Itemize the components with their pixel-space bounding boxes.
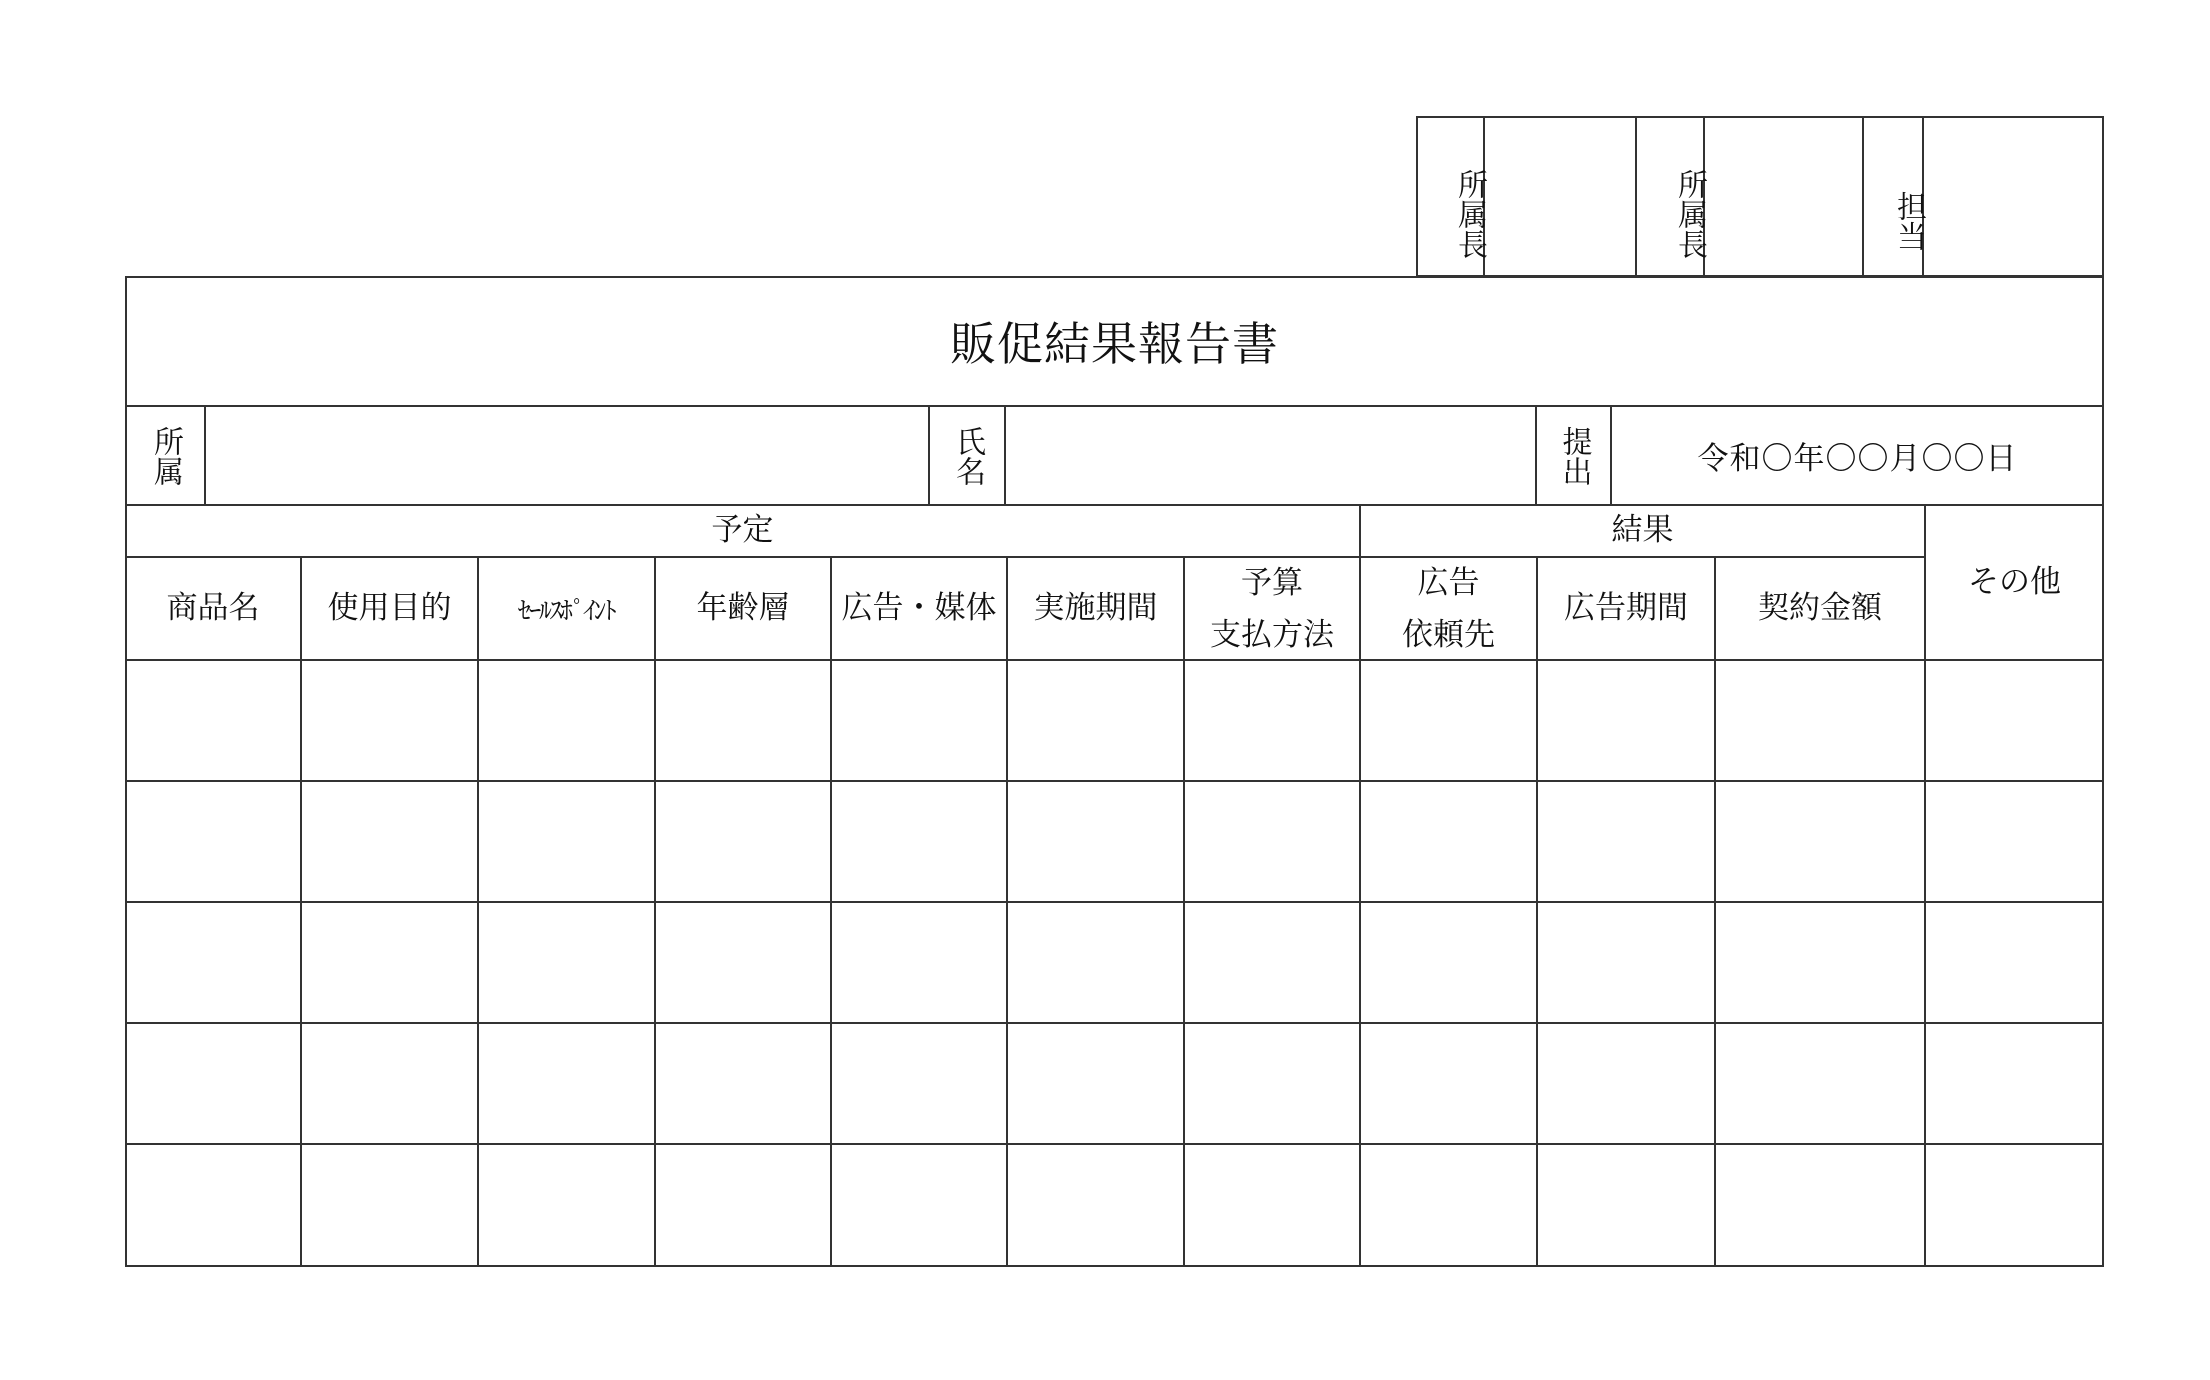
cell-budget[interactable]	[1184, 1144, 1360, 1265]
affiliation-label: 所属	[148, 425, 183, 486]
cell-product[interactable]	[125, 902, 301, 1023]
col-header-ad-client	[1360, 557, 1537, 660]
cell-sales-point[interactable]	[478, 781, 655, 902]
group-header-other: その他	[1968, 563, 2061, 600]
col-header-ad-client-line1: 広告	[1417, 564, 1480, 601]
col-header-ad-media: 広告・媒体	[841, 589, 997, 626]
cell-purpose[interactable]	[301, 781, 478, 902]
approval-stamp-box	[1416, 116, 2104, 277]
cell-sales-point[interactable]	[478, 660, 655, 781]
cell-product[interactable]	[125, 1023, 301, 1144]
col-header-ad-client-line2: 依頼先	[1402, 616, 1495, 653]
cell-sales-point[interactable]	[478, 1144, 655, 1265]
submit-label: 提出	[1556, 425, 1592, 486]
cell-age-group[interactable]	[655, 660, 831, 781]
affiliation-field[interactable]	[205, 406, 929, 505]
stamp-field-person-in-charge[interactable]	[1923, 116, 2104, 277]
cell-ad-client[interactable]	[1360, 1023, 1537, 1144]
cell-age-group[interactable]	[655, 902, 831, 1023]
report-form	[125, 276, 2104, 1267]
cell-contract-amount[interactable]	[1715, 781, 1925, 902]
stamp-label-manager-1: 所属長	[1452, 168, 1487, 259]
col-header-purpose: 使用目的	[327, 589, 452, 626]
cell-ad-client[interactable]	[1360, 660, 1537, 781]
cell-other[interactable]	[1925, 902, 2104, 1023]
cell-age-group[interactable]	[655, 781, 831, 902]
cell-ad-client[interactable]	[1360, 781, 1537, 902]
stamp-label-person-in-charge: 担当	[1891, 190, 1926, 251]
submit-date-field[interactable]: 令和〇年〇〇月〇〇日	[1697, 441, 2018, 477]
stamp-label-manager-2: 所属長	[1672, 168, 1707, 259]
cell-ad-client[interactable]	[1360, 902, 1537, 1023]
stamp-field-manager-2[interactable]	[1704, 116, 1863, 277]
cell-budget[interactable]	[1184, 1023, 1360, 1144]
cell-period[interactable]	[1007, 1144, 1184, 1265]
cell-ad-media[interactable]	[831, 1144, 1007, 1265]
stamp-field-manager-1[interactable]	[1484, 116, 1636, 277]
cell-ad-period[interactable]	[1537, 660, 1715, 781]
cell-purpose[interactable]	[301, 902, 478, 1023]
cell-contract-amount[interactable]	[1715, 902, 1925, 1023]
cell-product[interactable]	[125, 1144, 301, 1265]
cell-budget[interactable]	[1184, 902, 1360, 1023]
cell-purpose[interactable]	[301, 1023, 478, 1144]
cell-ad-media[interactable]	[831, 781, 1007, 902]
group-header-result: 結果	[1611, 512, 1674, 549]
cell-purpose[interactable]	[301, 1144, 478, 1265]
col-header-contract-amount: 契約金額	[1758, 589, 1882, 626]
name-field[interactable]	[1005, 406, 1536, 505]
cell-ad-media[interactable]	[831, 660, 1007, 781]
cell-contract-amount[interactable]	[1715, 1023, 1925, 1144]
col-header-sales-point: ｾｰﾙｽﾎﾟｲﾝﾄ	[518, 595, 615, 625]
cell-age-group[interactable]	[655, 1144, 831, 1265]
cell-period[interactable]	[1007, 902, 1184, 1023]
cell-ad-media[interactable]	[831, 1023, 1007, 1144]
cell-age-group[interactable]	[655, 1023, 831, 1144]
cell-other[interactable]	[1925, 1144, 2104, 1265]
col-header-budget-line2: 支払方法	[1210, 616, 1334, 653]
cell-budget[interactable]	[1184, 660, 1360, 781]
col-header-ad-period: 広告期間	[1564, 589, 1688, 626]
cell-sales-point[interactable]	[478, 1023, 655, 1144]
cell-ad-media[interactable]	[831, 902, 1007, 1023]
col-header-product-name: 商品名	[166, 589, 260, 626]
cell-period[interactable]	[1007, 1023, 1184, 1144]
col-header-age-group: 年齢層	[696, 589, 790, 626]
cell-product[interactable]	[125, 660, 301, 781]
cell-purpose[interactable]	[301, 660, 478, 781]
cell-other[interactable]	[1925, 1023, 2104, 1144]
cell-ad-period[interactable]	[1537, 902, 1715, 1023]
cell-other[interactable]	[1925, 660, 2104, 781]
cell-contract-amount[interactable]	[1715, 660, 1925, 781]
col-header-period: 実施期間	[1033, 589, 1158, 626]
cell-other[interactable]	[1925, 781, 2104, 902]
cell-contract-amount[interactable]	[1715, 1144, 1925, 1265]
group-header-plan: 予定	[711, 512, 774, 549]
cell-ad-client[interactable]	[1360, 1144, 1537, 1265]
cell-ad-period[interactable]	[1537, 1144, 1715, 1265]
form-title: 販促結果報告書	[950, 317, 1279, 371]
cell-sales-point[interactable]	[478, 902, 655, 1023]
cell-budget[interactable]	[1184, 781, 1360, 902]
col-header-budget	[1184, 557, 1360, 660]
cell-period[interactable]	[1007, 660, 1184, 781]
cell-product[interactable]	[125, 781, 301, 902]
cell-ad-period[interactable]	[1537, 1023, 1715, 1144]
name-label: 氏名	[950, 425, 985, 486]
cell-period[interactable]	[1007, 781, 1184, 902]
cell-ad-period[interactable]	[1537, 781, 1715, 902]
col-header-budget-line1: 予算	[1241, 564, 1303, 601]
